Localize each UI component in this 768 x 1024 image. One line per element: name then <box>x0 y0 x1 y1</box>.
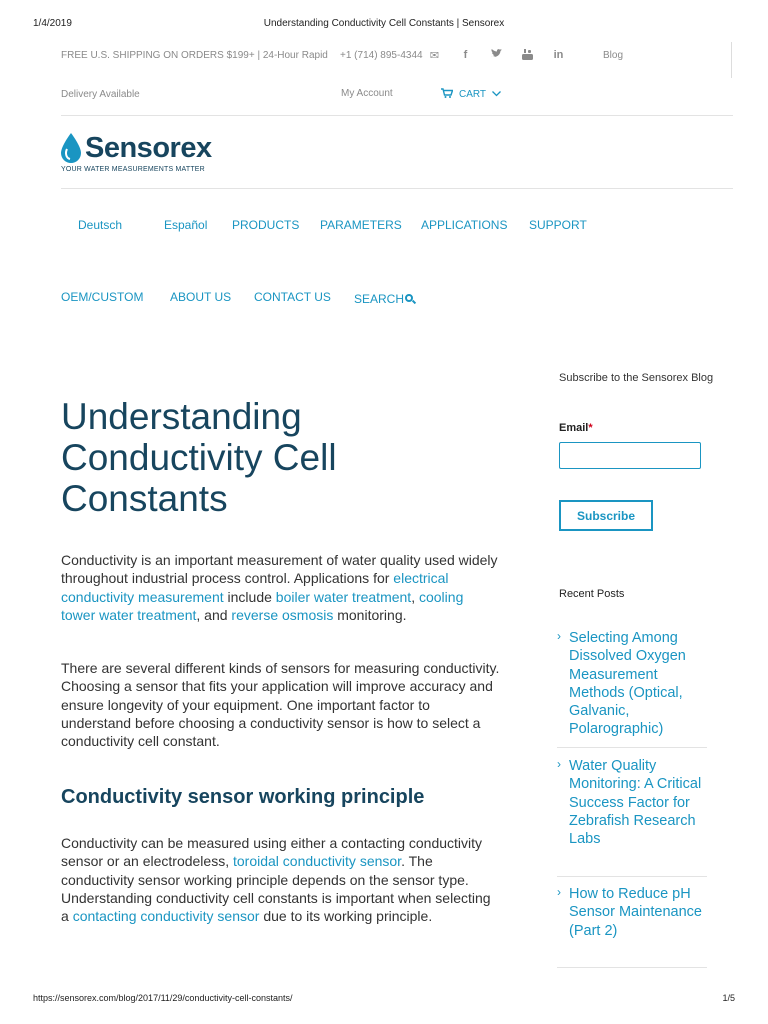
article-title: Understanding Conductivity Cell Constants <box>61 396 337 519</box>
shipping-notice: FREE U.S. SHIPPING ON ORDERS $199+ | 24-Hour Rapid <box>61 50 328 61</box>
linkedin-icon[interactable]: in <box>553 49 564 61</box>
email-label <box>559 422 593 434</box>
reverse-osmosis-link[interactable]: reverse osmosis <box>231 606 334 623</box>
nav-applications[interactable]: APPLICATIONS <box>421 218 508 232</box>
post-divider <box>557 876 707 877</box>
blog-link[interactable]: Blog <box>603 50 624 61</box>
facebook-icon[interactable]: f <box>463 49 468 61</box>
topbar-divider <box>731 42 732 78</box>
recent-posts-heading: Recent Posts <box>559 588 625 600</box>
email-icon[interactable]: ✉ <box>429 50 440 62</box>
phone-link[interactable]: +1 (714) 895-4344 <box>340 50 423 61</box>
recent-post-title[interactable]: How to Reduce pH Sensor Maintenance (Part 2) <box>569 886 702 939</box>
social-links <box>419 49 574 63</box>
cooling-tower-water-treatment-link[interactable]: cooling tower water treatment <box>61 588 464 623</box>
print-page-number: 1/5 <box>722 993 735 1003</box>
subscribe-heading: Subscribe to the Sensorex Blog <box>559 372 714 384</box>
logo-divider <box>61 188 733 189</box>
water-drop-icon <box>61 133 81 163</box>
twitter-icon[interactable] <box>481 49 512 63</box>
cart-label: CART <box>459 89 487 100</box>
header-divider <box>61 115 733 116</box>
recent-post-title[interactable]: Water Quality Monitoring: A Critical Success Factor for Zebrafish Research Labs <box>569 758 702 848</box>
nav-products[interactable]: PRODUCTS <box>232 218 300 232</box>
cart-icon <box>441 88 453 101</box>
print-url: https://sensorex.com/blog/2017/11/29/conductivity-cell-constants/ <box>33 993 293 1003</box>
chevron-right-icon: › <box>557 885 561 899</box>
text: , and <box>196 606 232 623</box>
required-marker: * <box>588 422 593 434</box>
article-paragraph-1 <box>61 551 501 624</box>
text: due to its working principle. <box>259 908 433 925</box>
text: Conductivity can be measured using either a contacting conductivity sensor or an electrodeless, <box>61 835 483 870</box>
boiler-water-treatment-link[interactable]: boiler water treatment <box>275 588 412 605</box>
nav-espanol[interactable]: Español <box>164 218 208 232</box>
my-account-link[interactable]: My Account <box>341 88 393 99</box>
text: Conductivity is an important measurement of water quality used widely throughout industrial process control. Applications for <box>61 552 498 587</box>
section-heading: Conductivity sensor working principle <box>61 786 425 808</box>
nav-support[interactable]: SUPPORT <box>529 218 587 232</box>
toroidal-conductivity-sensor-link[interactable]: toroidal conductivity sensor <box>232 853 402 870</box>
recent-post-title[interactable]: Selecting Among Dissolved Oxygen Measurement Methods (Optical, Galvanic, Polarographic) <box>569 630 686 738</box>
cart-button[interactable] <box>441 88 501 101</box>
nav-parameters[interactable]: PARAMETERS <box>320 218 402 232</box>
chevron-down-icon <box>492 89 501 100</box>
text: monitoring. <box>333 606 407 623</box>
subscribe-button[interactable]: Subscribe <box>559 500 653 531</box>
text: . The conductivity sensor working principle depends on the sensor type. Understanding conductivity cell constants is important when selecting a <box>61 853 491 925</box>
post-divider <box>557 747 707 748</box>
nav-search[interactable] <box>354 290 415 308</box>
nav-oem-custom[interactable]: OEM/CUSTOM <box>61 290 144 304</box>
nav-deutsch[interactable]: Deutsch <box>78 218 123 232</box>
chevron-right-icon: › <box>557 757 561 771</box>
post-divider <box>557 967 707 968</box>
chevron-right-icon: › <box>557 629 561 643</box>
print-page-title: Understanding Conductivity Cell Constants | Sensorex <box>263 18 505 29</box>
nav-search-label: SEARCH <box>354 292 405 306</box>
electrical-conductivity-link[interactable]: electrical conductivity measurement <box>61 570 449 605</box>
logo-wordmark: Sensorex <box>85 132 212 164</box>
email-label-text: Email <box>559 422 589 434</box>
nav-contact-us[interactable]: CONTACT US <box>254 290 331 304</box>
email-input[interactable] <box>559 442 701 469</box>
text: , <box>411 588 419 605</box>
search-icon <box>405 294 415 304</box>
logo-tagline: YOUR WATER MEASUREMENTS MATTER <box>61 166 205 173</box>
article-paragraph-3 <box>61 834 501 925</box>
nav-about-us[interactable]: ABOUT US <box>170 290 232 304</box>
text: include <box>223 588 276 605</box>
print-date: 1/4/2019 <box>33 18 72 29</box>
article-paragraph-2: There are several different kinds of sensors for measuring conductivity. Choosing a sensor that fits your application will improve accuracy and ensure longevity of your equipment. One important factor to understand before choosing a conductivity sensor is how to select a conductivity cell constant. <box>61 660 500 750</box>
youtube-icon[interactable] <box>512 49 543 63</box>
delivery-notice: Delivery Available <box>61 89 140 100</box>
contacting-conductivity-sensor-link[interactable]: contacting conductivity sensor <box>72 908 260 925</box>
